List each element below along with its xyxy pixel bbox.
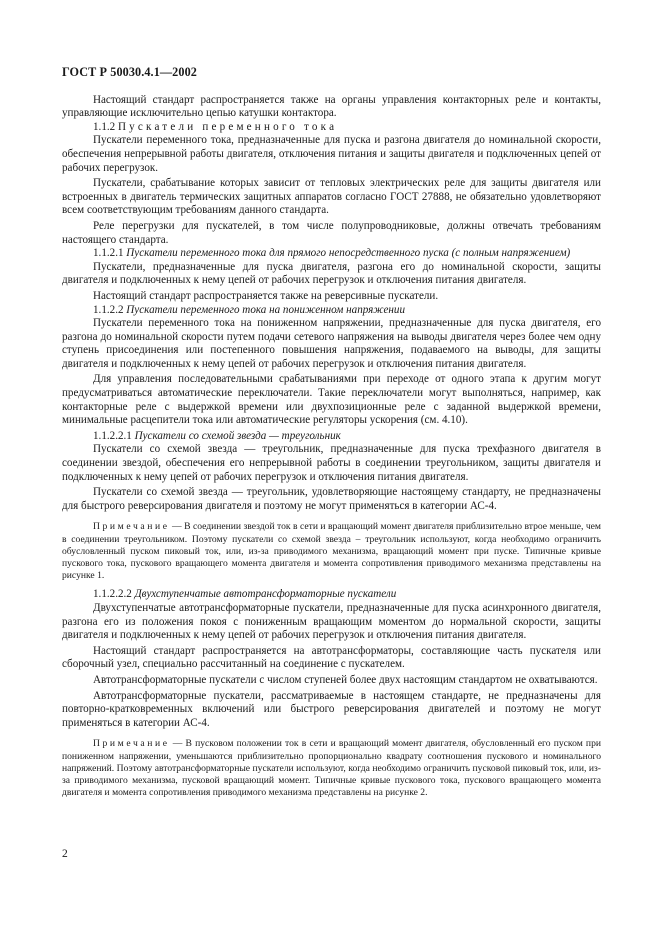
document-header: ГОСТ Р 50030.4.1—2002 <box>62 65 197 79</box>
paragraph: Настоящий стандарт распространяется также на реверсивные пускатели. <box>93 289 439 302</box>
section-heading <box>62 247 601 261</box>
paragraph: Пускатели переменного тока на пониженном напряжении, предназначенные для пуска двигателя, его разгона до номинальной скорости путем подачи сетевого напряжения на выводы двигателя через более чем одну ступень присоединения или постепенного повышения напряжения, подаваемого на выводы, для защиты двигателя и подключенных к нему цепей от рабочих перегрузок и отключения питания двигателя. <box>62 317 601 370</box>
section-heading <box>62 430 601 444</box>
paragraph: Пускатели, предназначенные для пуска двигателя, разгона его до номинальной скорости, защиты двигателя и подключенных к нему цепей от рабочих перегрузок и отключения питания двигателя. <box>62 260 601 287</box>
paragraph: Для управления последовательными срабатываниями при переходе от одного этапа к другим могут предусматриваться автоматические переключатели. Такие переключатели могут выполняться, например, как контакторные реле с выдержкой времени или двухпозиционные реле с заданной выдержкой времени, минимальные расцепители тока или автоматические регуляторы ускорения (см. 4.10). <box>62 373 601 427</box>
section-number: 1.1.2.2.1 <box>93 429 132 442</box>
note-label: Примечание <box>93 738 170 750</box>
page-number: 2 <box>62 848 68 860</box>
paragraph: Пускатели со схемой звезда — треугольник, предназначенные для пуска трехфазного двигателя в соединении звездой, обеспечения его непрерывной работы в соединении треугольником, защиты двигателя и подключенных к нему цепей от рабочих перегрузок и отключения питания двигателя. <box>62 443 601 483</box>
section-title: Двухступенчатые автотрансформаторные пускатели <box>134 588 397 601</box>
section-heading <box>62 588 601 602</box>
paragraph: Автотрансформаторные пускатели, рассматриваемые в настоящем стандарте, не предназначены для повторно-кратковременных включений или быстрого реверсирования двигателей и поэтому не могут применяться в категории АС-4. <box>62 689 601 729</box>
note-text: — В соединении звездой ток в сети и вращающий момент двигателя приблизительно втрое меньше, чем в соединении треугольником. Поэтому пускатели со схемой звезда – треугольник используют, когда необходимо ограничить обусловленный пуском пиковый ток, или, из-за приводимого механизма, вращающий момент при пуске. Типичные кривые пускового тока, пускового вращающего момента двигателя и момента сопротивления приводимого механизма представлены на рисунке 1. <box>62 521 602 582</box>
paragraph: Реле перегрузки для пускателей, в том числе полупроводниковые, должны отвечать требованиям настоящего стандарта. <box>62 219 601 246</box>
paragraph: Настоящий стандарт распространяется на автотрансформаторы, составляющие часть пускателя или сборочный узел, специально рассчитанный на соединение с пускателем. <box>62 644 601 671</box>
section-number: 1.1.2 <box>93 120 116 133</box>
section-number: 1.1.2.2.2 <box>93 588 132 601</box>
paragraph: Двухступенчатые автотрансформаторные пускатели, предназначенные для пуска асинхронного двигателя, разгона его из положения покоя с пониженным вращающим моментом до нормальной скорости, защиты двигателя и подключенных к нему цепей от рабочих перегрузок и отключения питания двигателя. <box>62 602 601 642</box>
paragraph: Автотрансформаторные пускатели с числом ступеней более двух настоящим стандартом не охватываются. <box>93 673 598 686</box>
section-title: Пускатели переменного тока <box>117 120 338 133</box>
paragraph: Пускатели переменного тока, предназначенные для пуска и разгона двигателя до номинальной скорости, обеспечения непрерывной работы двигателя, отключения питания и защиты двигателя и подключенных цепей от рабочих перегрузок. <box>62 134 601 174</box>
section-number: 1.1.2.2 <box>93 303 124 316</box>
section-heading <box>62 304 601 318</box>
section-number: 1.1.2.1 <box>93 247 124 260</box>
note <box>62 738 601 799</box>
section-title: Пускатели переменного тока для прямого непосредственного пуска (с полным напряжением) <box>126 247 571 260</box>
section-title: Пускатели со схемой звезда — треугольник <box>134 429 341 442</box>
section-title: Пускатели переменного тока на пониженном напряжении <box>126 303 405 316</box>
paragraph: Пускатели, срабатывание которых зависит от тепловых электрических реле для защиты двигателя или встроенных в двигатель термических защитных аппаратов согласно ГОСТ 27888, не обязательно удовлетворяют всем соответствующим требованиям данного стандарта. <box>62 177 601 217</box>
paragraph: Настоящий стандарт распространяется также на органы управления контакторных реле и контакты, управляющие исключительно цепью катушки контактора. <box>62 93 601 120</box>
note-label: Примечание <box>93 521 170 533</box>
note-text: — В пусковом положении ток в сети и вращающий момент двигателя, обусловленный его пуском при пониженном напряжении, уменьшаются приблизительно пропорционально квадрату соотношения пускового и номинального напряжений. Поэтому автотрансформаторные пускатели используют, когда необходимо ограничить пусковой пиковый ток, или, из-за приводимого механизма, пусковой вращающий момент. Типичные кривые пускового тока, пускового вращающего момента двигателя и момента сопротивления приводимого механизма представлены на рисунке 2. <box>62 738 602 799</box>
paragraph: Пускатели со схемой звезда — треугольник, удовлетворяющие настоящему стандарту, не предназначены для быстрого реверсирования двигателя и поэтому не могут применяться в категории АС-4. <box>62 486 601 512</box>
note <box>62 521 601 582</box>
section-heading <box>62 121 601 135</box>
